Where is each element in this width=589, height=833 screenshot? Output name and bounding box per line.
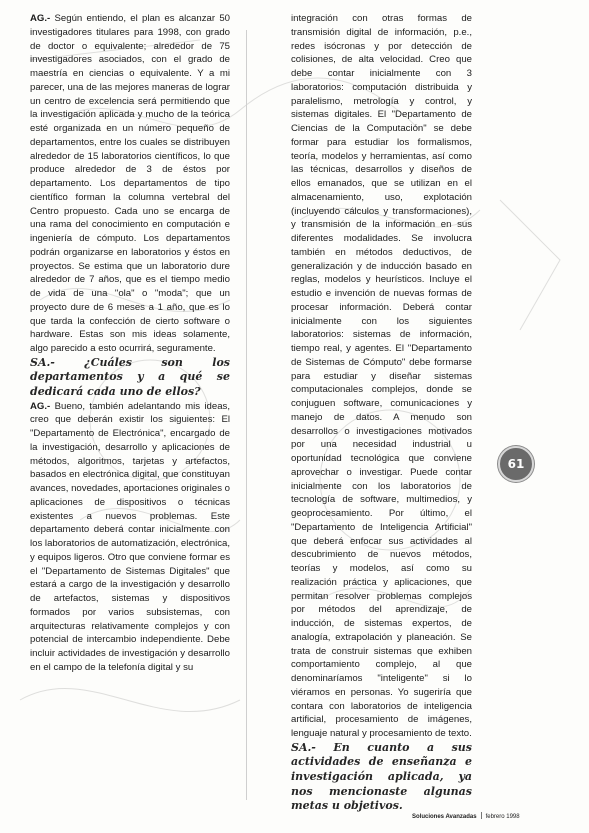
- answer-continuation: integración con otras formas de transmisión digital de información, p.e., redes isócronas y por detección de colisiones, de alta velocidad. Creo que debe contar inicialmente con 3 laboratorios: computación distribuida y paralelismo, metrología y control, y sistemas digitales. El "Departamento de Ciencias de la Computación" se debe formar para estudiar los formalismos, teoría, modelos y herramientas, así como las técnicas, desarrollos y diseños de ellos emanados, que se utilizan en el almacenamiento, uso, explotación (incluyendo cálculos y transformaciones), y transmisión de la información en sus diferentes modalidades. Se involucra también en métodos deductivos, de generalización y de inducción basado en reglas, modelos y heurísticos. Incluye el estudio e invención de nuevas formas de procesar información. Deberá contar inicialmente con los siguientes laboratorios: sistemas de información, tiempo real, y agentes. El "Departamento de Sistemas de Cómputo" debe formarse para estudiar y diseñar sistemas computacionales complejos, donde se conjuguen software, comunicaciones y manejo de datos. A menudo son desarrollos o investigaciones motivados por una necesidad industrial u oportunidad tecnológica que conviene aprovechar o investigar. Puede contar inicialmente con los laboratorios de tecnología de software, multimedios, y geoprocesamiento. Por último, el "Departamento de Inteligencia Artificial" que deberá enfocar sus actividades al descubrimiento de nuevos métodos, teorías y modelos, así como su realización práctica y aplicaciones, que permitan resolver problemas complejos por métodos del aprendizaje, de inducción, de sistemas expertos, de analogía, extrapolación y planeación. Se trata de construir sistemas que exhiben comportamiento complejo, al que denominaríamos "inteligente" si lo viéramos en personas. Yo sugeriría que contara con laboratorios de inteligencia artificial, procesamiento de imágenes, lenguaje natural y procesamiento de texto.: [291, 13, 472, 739]
- interview-question: SA.- En cuanto a sus actividades de enseñanza e investigación aplicada, ya nos mencionaste algunas metas u objetivos.: [291, 740, 472, 813]
- answer-text: Bueno, también adelantando mis ideas, creo que deberán existir los siguientes: El "Departamento de Electrónica", encargado de la investigación, desarrollo y aplicaciones de métodos, algoritmos, tarjetas y artefactos, basados en electrónica digital, que constituyan avances, novedades, aportaciones originales o aplicaciones de dispositivos o técnicas existentes a nuevos problemas. Este departamento deberá contar inicialmente con los laboratorios de automatización, electrónica, y equipos ligeros. Otro que conviene formar es el "Departamento de Sistemas Digitales" que estará a cargo de la investigación y desarrollo de artefactos, sistemas y dispositivos formados por varios subsistemas, con arquitecturas relativamente complejos y con potencial de intercambio independiente. Debe incluir actividades de investigación y desarrollo en el campo de la telefonía digital y su: [30, 400, 231, 673]
- footer-divider: [481, 812, 482, 819]
- column-divider: [246, 30, 247, 800]
- right-column: [291, 12, 472, 814]
- speaker-label: AG.-: [30, 13, 51, 24]
- page-number: 61: [507, 457, 525, 471]
- page-footer: [412, 812, 520, 820]
- issue-date: febrero 1998: [485, 814, 520, 820]
- publication-name: Soluciones Avanzadas: [412, 814, 477, 820]
- page-number-badge: [498, 446, 534, 482]
- interview-question: SA.- ¿Cuáles son los departamentos y a qué se dedicará cada uno de ellos?: [30, 355, 230, 398]
- answer-text: Según entiendo, el plan es alcanzar 50 investigadores titulares para 1998, con grado de doctor o equivalente; alrededor de 75 investigadores asociados, con el grado de maestría en ciencias o equivalente. Y a mi parecer, una de las mejores maneras de lograr un centro de excelencia será permitiendo que la investigación aplicada y mucho de la teórica esté organizada en un número pequeño de departamentos, entre los cuales se distribuyen alrededor de 15 laboratorios científicos, lo que produce alrededor de 3 de éstos por departamento. Los departamentos de tipo científico forman la columna vertebral del Centro propuesto. Cada uno se encarga de una rama del conocimiento en computación e ingeniería de cómputo. Los departamentos podrán organizarse en laboratorios y éstos en proyectos. Se estima que un laboratorio dure alrededor de 7 años, que es el tiempo medio de vida de una "ola" o "moda"; que un proyecto dure de 6 meses a 1 año, que es lo que tarda la confección de cierto software o hardware. Estas son mis ideas solamente, algo parecido a esto ocurrirá, seguramente.: [30, 13, 230, 354]
- speaker-label: AG.-: [30, 400, 51, 412]
- left-column: [30, 12, 230, 675]
- answer-paragraph-1: [30, 12, 230, 356]
- answer-paragraph-2: [30, 400, 230, 675]
